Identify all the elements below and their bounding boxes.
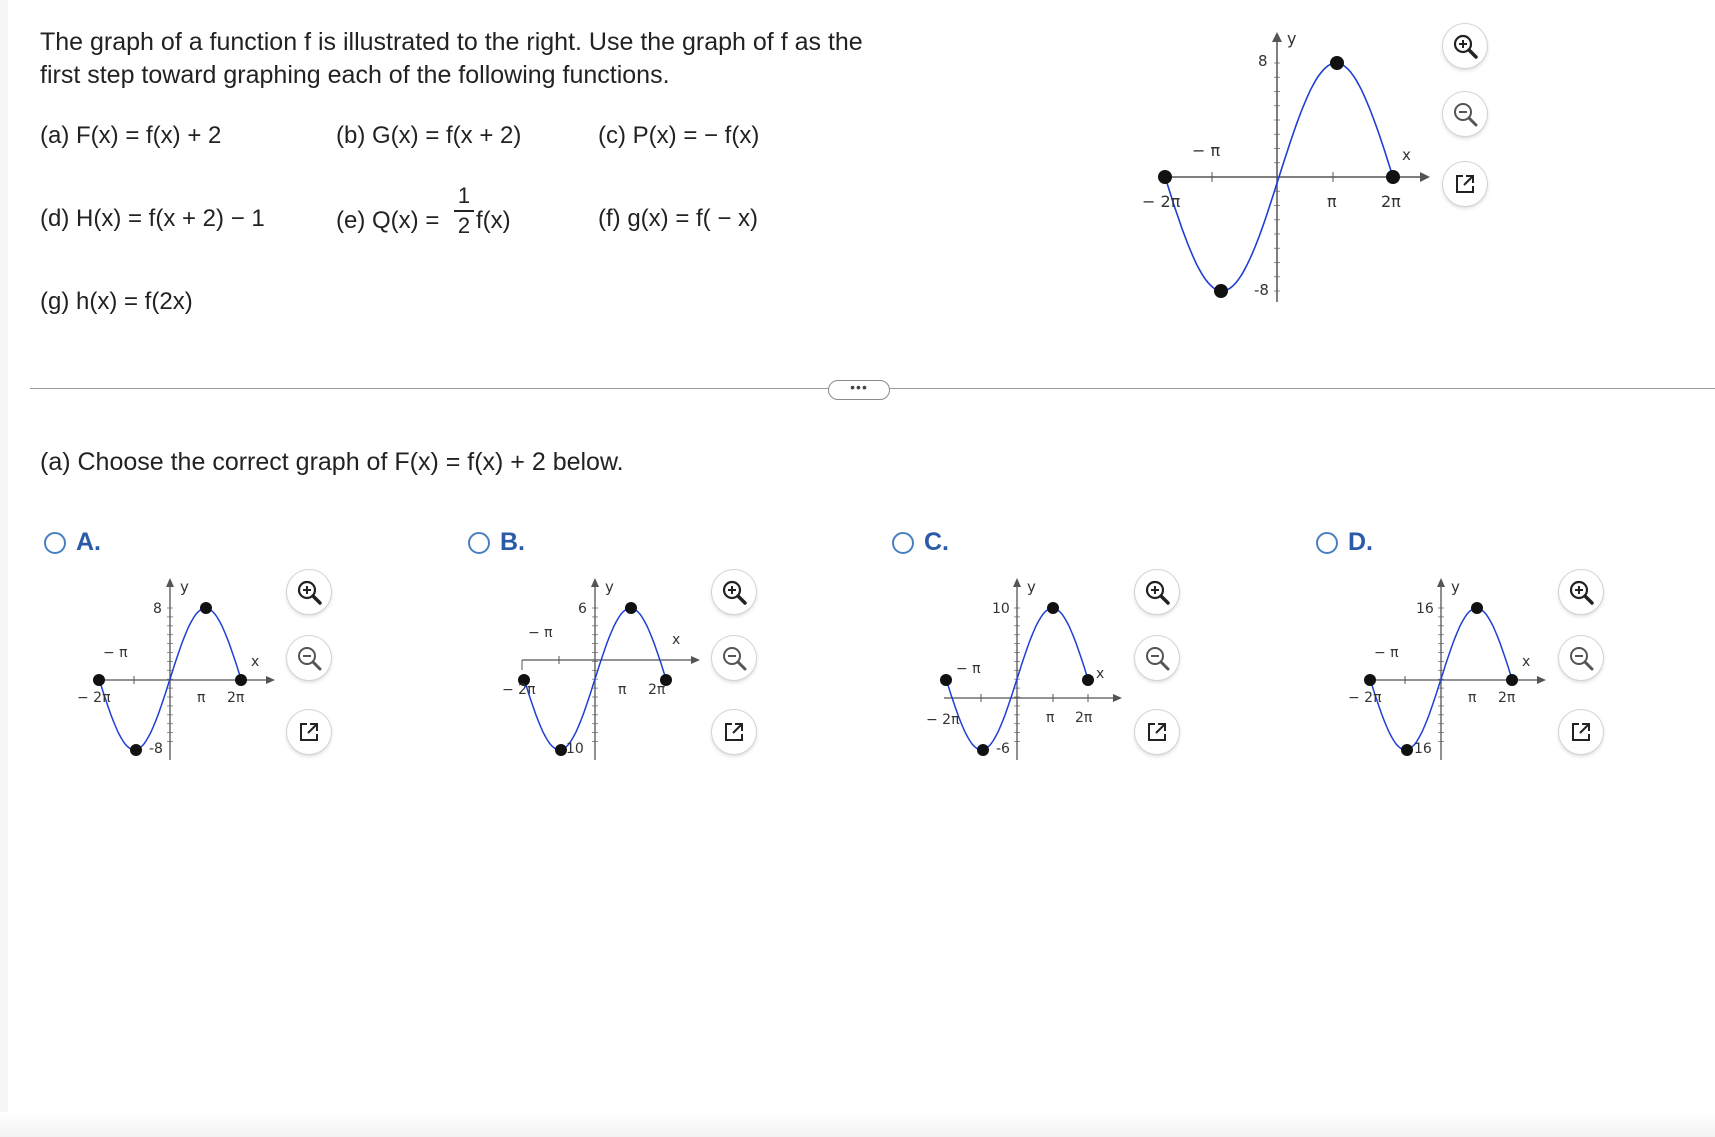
choice-d-open-button[interactable] — [1559, 710, 1603, 754]
x-axis-arrow — [691, 656, 700, 664]
choice-b-label: B. — [500, 528, 525, 556]
zoom-out-button[interactable] — [1443, 92, 1487, 136]
x-axis-label: x — [1522, 654, 1531, 670]
function-f: (f) g(x) = f( − x) — [598, 205, 759, 232]
page-bottom-edge — [0, 1112, 1715, 1137]
choice-c[interactable] — [892, 528, 949, 557]
function-e-prefix: (e) Q(x) = — [336, 207, 440, 234]
open-new-window-icon — [1453, 172, 1477, 196]
left-edge — [0, 0, 8, 1137]
zoom-out-icon — [721, 645, 747, 671]
point-maximum — [1047, 602, 1059, 614]
point-maximum — [200, 602, 212, 614]
x-tick-neg-two-pi: − 2π — [1348, 690, 1382, 706]
zoom-in-icon — [1568, 579, 1594, 605]
y-axis-arrow — [591, 578, 599, 587]
radio-choice-c[interactable] — [892, 532, 914, 554]
x-axis-label: x — [251, 654, 260, 670]
choice-a[interactable] — [44, 528, 101, 557]
x-tick-neg-pi: − π — [103, 645, 128, 661]
y-axis-label: y — [1451, 578, 1460, 596]
y-tick-bottom: -8 — [1254, 281, 1269, 299]
problem-line-1: The graph of a function f is illustrated to the right. Use the graph of f as the — [40, 28, 863, 56]
open-new-window-icon — [1145, 720, 1169, 744]
function-d: (d) H(x) = f(x + 2) − 1 — [40, 205, 265, 232]
choice-d[interactable] — [1316, 528, 1373, 557]
choice-a-zoom-in-button[interactable] — [287, 570, 331, 614]
x-tick-neg-two-pi: − 2π — [926, 712, 960, 728]
y-tick-top: 10 — [992, 601, 1010, 617]
x-axis-label: x — [1402, 146, 1411, 164]
y-tick-top: 8 — [1258, 52, 1268, 70]
choice-c-zoom-in-button[interactable] — [1135, 570, 1179, 614]
y-tick-top: 8 — [153, 601, 162, 617]
problem-line-2: first step toward graphing each of the following functions. — [40, 61, 670, 89]
x-axis-label: x — [1096, 666, 1105, 682]
point-minimum — [130, 744, 142, 756]
point-left-end — [1364, 674, 1376, 686]
y-tick-bottom: 16 — [1414, 741, 1432, 757]
x-axis-arrow — [1537, 676, 1546, 684]
choice-d-label: D. — [1348, 528, 1373, 556]
choice-c-graph[interactable] — [922, 570, 1122, 770]
zoom-in-icon — [1452, 33, 1478, 59]
point-right-end — [1506, 674, 1518, 686]
choice-b-zoom-out-button[interactable] — [712, 636, 756, 680]
choice-c-label: C. — [924, 528, 949, 556]
x-tick-neg-pi: − π — [1374, 645, 1399, 661]
y-axis-arrow — [1272, 32, 1282, 42]
x-tick-pi: π — [1468, 690, 1477, 706]
y-axis-arrow — [1437, 578, 1445, 587]
choice-b-open-button[interactable] — [712, 710, 756, 754]
y-axis-arrow — [166, 578, 174, 587]
open-new-window-icon — [722, 720, 746, 744]
function-c: (c) P(x) = − f(x) — [598, 122, 760, 149]
point-maximum — [1471, 602, 1483, 614]
x-tick-neg-two-pi: − 2π — [1142, 192, 1181, 211]
zoom-out-icon — [1144, 645, 1170, 671]
point-right-end — [235, 674, 247, 686]
y-tick-bottom: 10 — [566, 741, 584, 757]
zoom-in-button[interactable] — [1443, 24, 1487, 68]
zoom-out-icon — [1568, 645, 1594, 671]
zoom-out-icon — [1452, 101, 1478, 127]
open-new-window-icon — [297, 720, 321, 744]
x-tick-two-pi: 2π — [1381, 192, 1401, 211]
choice-d-graph[interactable] — [1346, 570, 1546, 770]
x-tick-two-pi: 2π — [1075, 710, 1093, 726]
choice-d-zoom-in-button[interactable] — [1559, 570, 1603, 614]
point-left-end — [1158, 170, 1172, 184]
point-maximum — [1330, 56, 1344, 70]
y-axis-label: y — [605, 578, 614, 596]
x-tick-two-pi: 2π — [227, 690, 245, 706]
y-tick-top: 6 — [578, 601, 587, 617]
y-axis-arrow — [1013, 578, 1021, 587]
function-a: (a) F(x) = f(x) + 2 — [40, 122, 222, 149]
choice-d-zoom-out-button[interactable] — [1559, 636, 1603, 680]
choice-b-graph[interactable] — [500, 570, 700, 770]
x-axis-arrow — [266, 676, 275, 684]
choice-c-open-button[interactable] — [1135, 710, 1179, 754]
x-axis-arrow — [1113, 694, 1122, 702]
zoom-in-icon — [1144, 579, 1170, 605]
point-minimum — [1214, 284, 1228, 298]
open-new-window-icon — [1569, 720, 1593, 744]
point-minimum — [1401, 744, 1413, 756]
x-tick-neg-pi: − π — [956, 661, 981, 677]
x-tick-pi: π — [1046, 710, 1055, 726]
y-tick-bottom: -6 — [996, 741, 1010, 757]
choice-a-zoom-out-button[interactable] — [287, 636, 331, 680]
x-axis-arrow — [1420, 172, 1430, 182]
function-e-suffix: f(x) — [476, 207, 511, 234]
function-e-denominator: 2 — [457, 213, 471, 238]
y-tick-top: 16 — [1416, 601, 1434, 617]
fraction-bar — [454, 210, 474, 212]
point-right-end — [1082, 674, 1094, 686]
x-tick-neg-pi: − π — [1192, 141, 1221, 160]
choice-a-graph[interactable] — [75, 570, 275, 770]
choice-c-zoom-out-button[interactable] — [1135, 636, 1179, 680]
function-e-numerator: 1 — [457, 183, 471, 208]
x-tick-neg-two-pi: − 2π — [502, 682, 536, 698]
x-tick-two-pi: 2π — [648, 682, 666, 698]
y-axis-label: y — [180, 578, 189, 596]
x-tick-neg-two-pi: − 2π — [77, 690, 111, 706]
zoom-in-icon — [721, 579, 747, 605]
question-text: (a) Choose the correct graph of F(x) = f(x) + 2 below. — [40, 448, 624, 476]
point-minimum — [977, 744, 989, 756]
x-axis-label: x — [672, 632, 681, 648]
radio-choice-b[interactable] — [468, 532, 490, 554]
x-tick-neg-pi: − π — [528, 625, 553, 641]
y-axis-label: y — [1027, 578, 1036, 596]
x-tick-pi: π — [618, 682, 627, 698]
y-tick-bottom: -8 — [149, 741, 163, 757]
zoom-in-icon — [296, 579, 322, 605]
x-tick-two-pi: 2π — [1498, 690, 1516, 706]
choice-b-zoom-in-button[interactable] — [712, 570, 756, 614]
choice-b[interactable] — [468, 528, 525, 557]
function-g: (g) h(x) = f(2x) — [40, 288, 193, 315]
more-button[interactable]: ••• — [828, 380, 890, 400]
point-right-end — [1386, 170, 1400, 184]
function-b: (b) G(x) = f(x + 2) — [336, 122, 522, 149]
radio-choice-d[interactable] — [1316, 532, 1338, 554]
y-axis-label: y — [1287, 29, 1297, 48]
choice-a-open-button[interactable] — [287, 710, 331, 754]
function-f-graph — [1130, 20, 1430, 310]
x-tick-pi: π — [1327, 192, 1337, 211]
x-tick-pi: π — [197, 690, 206, 706]
choice-a-label: A. — [76, 528, 101, 556]
radio-choice-a[interactable] — [44, 532, 66, 554]
point-maximum — [625, 602, 637, 614]
open-new-window-button[interactable] — [1443, 162, 1487, 206]
point-left-end — [940, 674, 952, 686]
point-left-end — [93, 674, 105, 686]
zoom-out-icon — [296, 645, 322, 671]
